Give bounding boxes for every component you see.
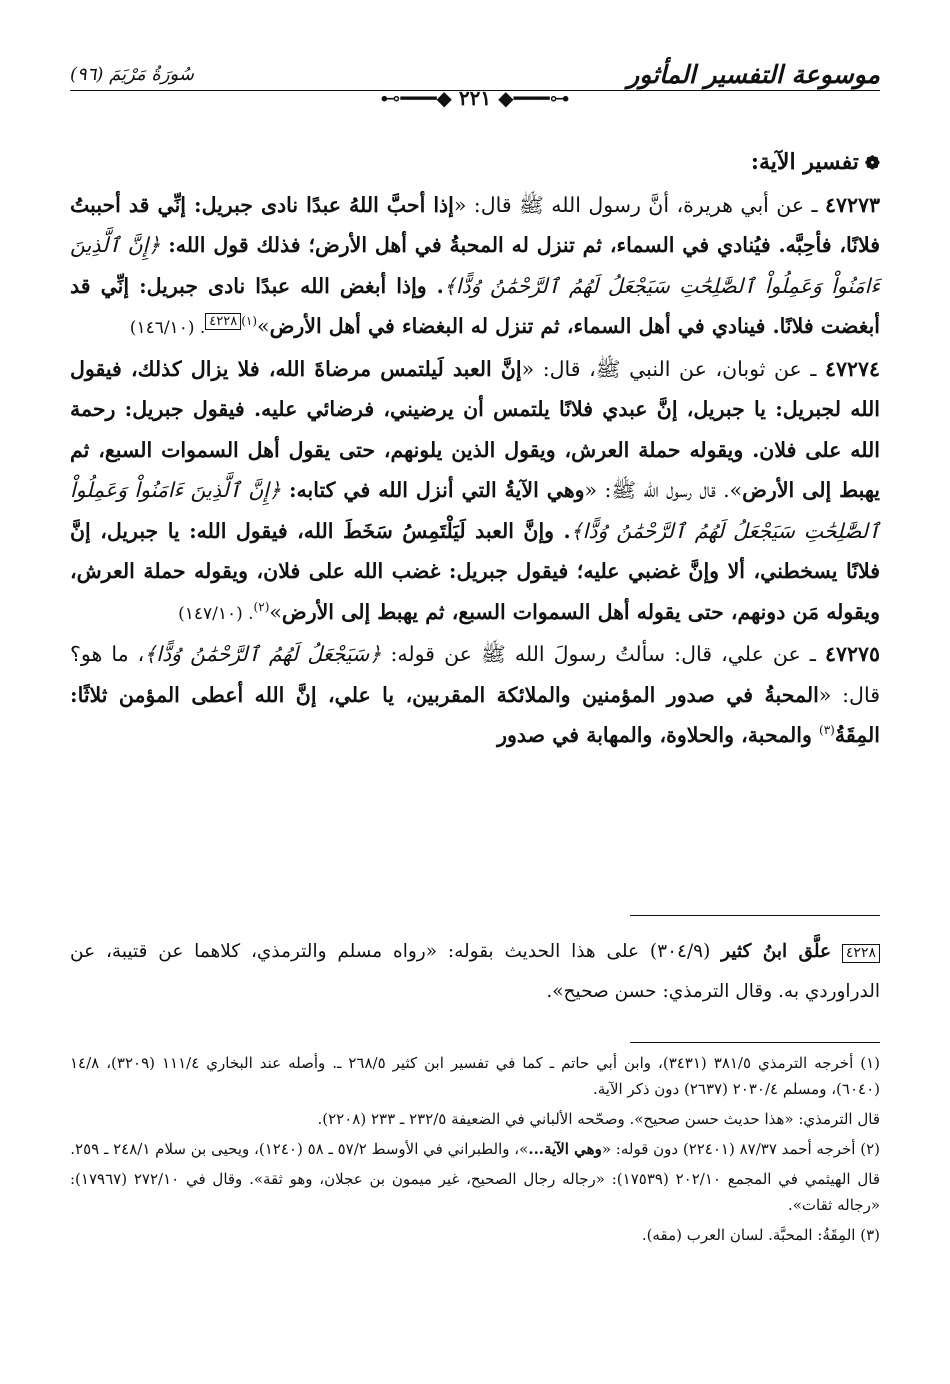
footnote-1: (١) أخرجه الترمذي ٣٨١/٥ (٣٤٣١)، وابن أبي حاتم ـ كما في تفسير ابن كثير ٢٦٨/٥ ـ. وأصله عند البخاري ١١١/٤ (٣٢٠٩)، ١٤/٨ (٦٠٤٠)، ومسلم ٢٠٣٠/٤ (٢٦٣٧) دون ذكر الآية. — [70, 1054, 880, 1098]
footnote-bold: وهي الآية... — [528, 1140, 602, 1158]
quran-verse: ﴿سَيَجْعَلُ لَهُمُ ٱلرَّحْمَٰنُ وُدًّا﴾ — [144, 642, 382, 666]
text-run: ». قال رسول الله ﷺ: « — [584, 478, 743, 502]
hadith-text: إنَّ العبد لَيلتمس مرضاةَ الله، فلا يزال كذلك، فيقول الله لجبريل: يا جبريل، إنَّ عبدي فلانًا يلتمس أن يرضيني، فرضائي عليه. فيقول جبريل: رحمة الله على فلان. ويقوله حملة العرش، ويقول الذين يلونهم، حتى يقول أهل السموات السبع، ثم يهبط إلى الأرض — [70, 356, 880, 502]
text-run: ـ عن أبي هريرة، أنَّ رسول الله ﷺ قال: « — [453, 192, 825, 217]
main-text — [70, 142, 880, 756]
hadith-47275 — [70, 634, 880, 756]
volume-page-ref: . (١٤٦/١٠) — [129, 318, 206, 338]
footnote-marker: (٢) — [253, 599, 270, 614]
text-run: » — [269, 599, 282, 624]
commentary-ref-box: ٤٢٢٨ — [842, 944, 880, 963]
footnote-separator — [630, 1042, 880, 1043]
commentary-separator — [630, 915, 880, 916]
page-number: ٢٢١ — [458, 86, 492, 110]
flower-star-icon: ❁ — [864, 153, 880, 174]
hadith-text: إذا أحبَّ اللهُ عبدًا نادى جبريل: إنِّي قد أحببتُ فلانًا، فأحِبَّه. فيُنادي في السماء، ثم تنزل له المحبةُ في أهل الأرض؛ فذلك قول الله: — [70, 192, 881, 257]
hadith-text: وهي الآيةُ التي أنزل الله في كتابه: — [280, 478, 585, 502]
hadith-number: ٤٧٢٧٥ — [824, 642, 880, 666]
ornament-left-icon: ⊷━━━◆ — [380, 86, 452, 110]
hadith-number: ٤٧٢٧٤ — [824, 356, 880, 381]
page-header — [70, 52, 880, 110]
hadith-number: ٤٧٢٧٣ — [824, 192, 880, 217]
hadith-47274 — [70, 349, 880, 635]
ornament-right-icon: ◆━━━⊶ — [498, 86, 570, 110]
surah-label: سُورَةُ مَرْيَمَ (٩٦) — [70, 64, 194, 85]
header-rule — [70, 90, 880, 91]
footnote-text: (٢) أخرجه أحمد ٨٧/٣٧ (٢٢٤٠١) دون قوله: « — [601, 1140, 880, 1158]
text-run: ـ عن علي، قال: سألتُ رسولَ الله ﷺ عن قوله: — [381, 642, 825, 666]
text-run: » — [257, 314, 270, 338]
hadith-text: . وإذا أبغض الله عبدًا نادى جبريل: إنِّي قد أبغضت فلانًا. فينادي في أهل السماء، ثم تنزل له البغضاء في أهل الأرض — [70, 273, 880, 338]
book-title: موسوعة التفسير المأثور — [627, 60, 880, 89]
commentary-lead: علَّق ابنُ كثير — [721, 941, 832, 962]
hadith-text: المحبةُ في صدور المؤمنين والملائكة المقربين، يا علي، إنَّ الله أعطى المؤمن ثلاثًا: المِقَةُ — [70, 682, 880, 747]
volume-page-ref: . (١٤٧/١٠) — [178, 603, 254, 624]
footnote-3: (٣) المِقَةُ: المحبَّة. لسان العرب (مقه). — [641, 1226, 880, 1244]
text-run: ـ عن ثوبان، عن النبي ﷺ، قال: « — [521, 356, 825, 381]
commentary-ref-box: ٤٢٢٨ — [205, 313, 241, 330]
footnote-marker: (١) — [241, 314, 258, 329]
footnote-1-grading: قال الترمذي: «هذا حديث حسن صحيح». وصحّحه الألباني في الضعيفة ٢٣٢/٥ ـ ٢٣٣ (٢٢٠٨). — [317, 1110, 880, 1128]
hadith-text: . وإنَّ العبد لَيَلْتَمِسُ سَخَطَ الله، فيقول الله: يا جبريل، إنَّ فلانًا يسخطني، ألا وإنَّ غضبي عليه؛ فيقول جبريل: غضب الله على فلان، ويقوله حملة العرش، ويقوله مَن دونهم، حتى يقوله أهل السموات السبع، ثم يهبط إلى الأرض — [70, 518, 880, 624]
commentary-note — [70, 932, 880, 1012]
hadith-47273 — [70, 185, 880, 349]
text-run: ، ما هو؟ قال: « — [70, 642, 880, 707]
footnote-2-grading: قال الهيثمي في المجمع ٢٠٢/١٠ (١٧٥٣٩): «رجاله رجال الصحيح، غير ميمون بن عجلان، وهو ثقة». وقال في ٢٧٢/١٠ (١٧٩٦٧): «رجاله ثقات». — [70, 1170, 881, 1214]
quran-verse: ﴿إِنَّ ٱلَّذِينَ ءَامَنُواْ وَعَمِلُواْ ٱلصَّٰلِحَٰتِ سَيَجْعَلُ لَهُمُ ٱلرَّحْمَٰنُ وُدًّا﴾ — [70, 478, 880, 543]
commentary-text: (٣٠٤/٩) على هذا الحديث بقوله: «رواه مسلم والترمذي، كلاهما عن قتيبة، عن الدراوردي به. وقال الترمذي: حسن صحيح». — [70, 941, 880, 1002]
footnotes — [70, 1050, 880, 1252]
footnote-text: »، والطبراني في الأوسط ٥٧/٢ ـ ٥٨ (١٢٤٠)، ويحيى بن سلام ٢٤٨/١ ـ ٢٥٩. — [70, 1140, 529, 1158]
section-heading — [70, 142, 880, 185]
section-title: تفسير الآية: — [750, 149, 859, 175]
footnote-marker: (٣) — [819, 723, 835, 738]
quran-verse: ﴿إِنَّ ٱلَّذِينَ ءَامَنُواْ وَعَمِلُواْ ٱلصَّٰلِحَٰتِ سَيَجْعَلُ لَهُمُ ٱلرَّحْمَٰنُ وُدًّا﴾ — [70, 233, 880, 298]
footnote-2 — [70, 1136, 880, 1162]
hadith-text: والمحبة، والحلاوة، والمهابة في صدور — [497, 723, 820, 747]
